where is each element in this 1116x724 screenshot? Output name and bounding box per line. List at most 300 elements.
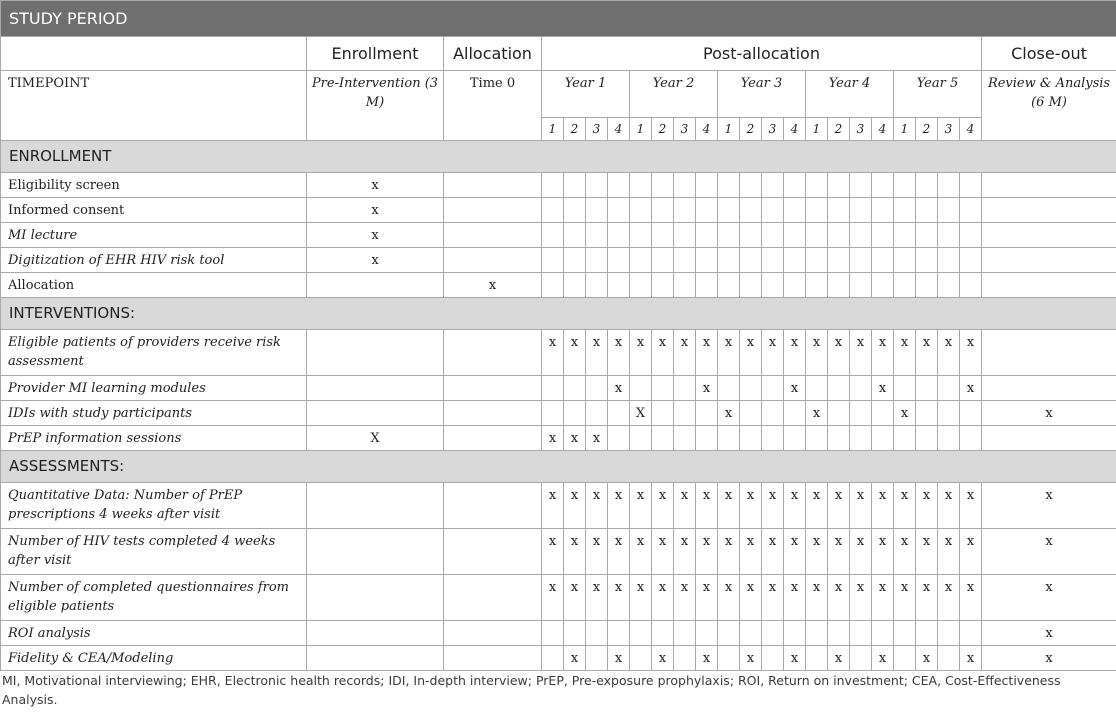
activity-label: Number of HIV tests completed 4 weeks after visit: [1, 529, 307, 575]
quarter-mark: [564, 198, 586, 223]
quarter-mark: [542, 401, 564, 426]
activity-label: Fidelity & CEA/Modeling: [1, 646, 307, 671]
quarter-mark: [828, 273, 850, 298]
close-out-mark: x: [982, 575, 1116, 621]
quarter-mark: [608, 173, 630, 198]
phase-allocation: Allocation: [444, 37, 542, 71]
quarter-mark: [762, 223, 784, 248]
timepoint-row: [1, 71, 1116, 118]
quarter-mark: [828, 621, 850, 646]
quarter-mark: x: [960, 330, 982, 376]
quarter-mark: [762, 248, 784, 273]
close-out-mark: [982, 248, 1116, 273]
close-out-mark: [982, 273, 1116, 298]
quarter-mark: x: [916, 529, 938, 575]
quarter-mark: [916, 376, 938, 401]
quarter-mark: x: [652, 529, 674, 575]
schedule-row: [1, 330, 1116, 376]
quarter-mark: x: [894, 401, 916, 426]
quarter-mark: [608, 426, 630, 451]
quarter-mark: x: [564, 646, 586, 671]
quarter-mark: [938, 273, 960, 298]
quarter-mark: [894, 426, 916, 451]
allocation-mark: [444, 173, 542, 198]
quarter-mark: x: [630, 529, 652, 575]
quarter-mark: x: [542, 330, 564, 376]
quarter-mark: [564, 223, 586, 248]
quarter-mark: [938, 198, 960, 223]
activity-label: Quantitative Data: Number of PrEP prescriptions 4 weeks after visit: [1, 483, 307, 529]
activity-label: PrEP information sessions: [1, 426, 307, 451]
enrollment-mark: [307, 483, 444, 529]
quarter-mark: [850, 173, 872, 198]
quarter-mark: [762, 621, 784, 646]
quarter-mark: [652, 376, 674, 401]
quarter-mark: [960, 173, 982, 198]
quarter-mark: x: [872, 575, 894, 621]
close-out-mark: [982, 223, 1116, 248]
quarter-mark: x: [740, 646, 762, 671]
quarter-mark: x: [894, 575, 916, 621]
quarter-number: 4: [872, 118, 894, 141]
quarter-number: 2: [916, 118, 938, 141]
quarter-mark: [718, 621, 740, 646]
allocation-mark: [444, 646, 542, 671]
quarter-mark: [806, 248, 828, 273]
quarter-mark: [806, 273, 828, 298]
quarter-mark: x: [960, 483, 982, 529]
quarter-mark: [894, 173, 916, 198]
quarter-mark: x: [762, 529, 784, 575]
activity-label: Digitization of EHR HIV risk tool: [1, 248, 307, 273]
schedule-row: [1, 426, 1116, 451]
quarter-mark: [542, 621, 564, 646]
quarter-mark: [850, 198, 872, 223]
quarter-mark: x: [608, 376, 630, 401]
quarter-mark: x: [828, 646, 850, 671]
quarter-mark: [850, 401, 872, 426]
quarter-mark: [916, 198, 938, 223]
time-zero-label: Time 0: [444, 71, 542, 141]
quarter-mark: [586, 621, 608, 646]
quarter-mark: [806, 646, 828, 671]
close-out-mark: x: [982, 483, 1116, 529]
section-header-row: [1, 298, 1116, 330]
quarter-mark: [586, 198, 608, 223]
quarter-mark: [652, 426, 674, 451]
quarter-mark: [806, 376, 828, 401]
quarter-mark: x: [762, 330, 784, 376]
allocation-mark: [444, 575, 542, 621]
quarter-mark: [784, 401, 806, 426]
study-period-row: [1, 1, 1116, 37]
quarter-mark: x: [806, 575, 828, 621]
quarter-mark: x: [872, 646, 894, 671]
quarter-mark: x: [872, 330, 894, 376]
quarter-number: 1: [630, 118, 652, 141]
quarter-mark: [674, 621, 696, 646]
quarter-mark: [586, 223, 608, 248]
quarter-mark: [872, 401, 894, 426]
quarter-mark: [630, 248, 652, 273]
quarter-mark: [586, 173, 608, 198]
quarter-mark: [894, 223, 916, 248]
schedule-row: [1, 248, 1116, 273]
quarter-mark: [806, 198, 828, 223]
quarter-mark: [762, 426, 784, 451]
enrollment-mark: [307, 621, 444, 646]
quarter-mark: [784, 273, 806, 298]
quarter-mark: [696, 198, 718, 223]
quarter-mark: [938, 646, 960, 671]
quarter-mark: x: [696, 646, 718, 671]
section-title: INTERVENTIONS:: [1, 298, 1116, 330]
quarter-mark: x: [718, 330, 740, 376]
schedule-row: [1, 401, 1116, 426]
quarter-mark: [564, 273, 586, 298]
close-out-mark: [982, 426, 1116, 451]
quarter-mark: [586, 376, 608, 401]
quarter-mark: [696, 426, 718, 451]
quarter-mark: x: [630, 483, 652, 529]
quarter-mark: [740, 426, 762, 451]
quarter-mark: [652, 198, 674, 223]
quarter-mark: [828, 198, 850, 223]
quarter-mark: [850, 376, 872, 401]
review-analysis-label: Review & Analysis (6 M): [982, 71, 1116, 141]
quarter-mark: [784, 198, 806, 223]
quarter-mark: [652, 621, 674, 646]
quarter-mark: x: [586, 330, 608, 376]
activity-label: Eligibility screen: [1, 173, 307, 198]
quarter-mark: [608, 198, 630, 223]
quarter-mark: [740, 248, 762, 273]
quarter-mark: x: [762, 575, 784, 621]
phase-header-row: [1, 37, 1116, 71]
quarter-mark: [960, 223, 982, 248]
close-out-mark: [982, 173, 1116, 198]
quarter-mark: x: [718, 483, 740, 529]
quarter-mark: [916, 223, 938, 248]
quarter-mark: [630, 376, 652, 401]
quarter-mark: x: [828, 483, 850, 529]
quarter-mark: [762, 376, 784, 401]
activity-label: Informed consent: [1, 198, 307, 223]
quarter-mark: x: [696, 483, 718, 529]
enrollment-mark: x: [307, 198, 444, 223]
phase-blank-cell: [1, 37, 307, 71]
quarter-mark: x: [916, 575, 938, 621]
quarter-mark: [872, 173, 894, 198]
quarter-mark: x: [938, 330, 960, 376]
quarter-mark: [916, 173, 938, 198]
quarter-mark: [718, 223, 740, 248]
quarter-mark: [872, 248, 894, 273]
phase-post-allocation: Post-allocation: [542, 37, 982, 71]
quarter-mark: x: [608, 646, 630, 671]
allocation-mark: [444, 426, 542, 451]
quarter-mark: [542, 198, 564, 223]
quarter-number: 4: [696, 118, 718, 141]
quarter-number: 3: [938, 118, 960, 141]
quarter-mark: [850, 273, 872, 298]
allocation-mark: [444, 248, 542, 273]
quarter-mark: [762, 646, 784, 671]
quarter-mark: [828, 426, 850, 451]
quarter-mark: x: [740, 330, 762, 376]
quarter-mark: [674, 401, 696, 426]
quarter-mark: x: [762, 483, 784, 529]
quarter-mark: x: [784, 330, 806, 376]
quarter-mark: x: [850, 529, 872, 575]
quarter-mark: [564, 621, 586, 646]
quarter-mark: x: [542, 529, 564, 575]
quarter-number: 4: [608, 118, 630, 141]
allocation-mark: [444, 483, 542, 529]
allocation-mark: [444, 376, 542, 401]
quarter-mark: [850, 646, 872, 671]
quarter-mark: x: [674, 330, 696, 376]
quarter-number: 3: [850, 118, 872, 141]
quarter-mark: x: [608, 483, 630, 529]
quarter-mark: x: [696, 330, 718, 376]
quarter-mark: x: [960, 575, 982, 621]
quarter-mark: [652, 273, 674, 298]
quarter-number: 1: [894, 118, 916, 141]
quarter-mark: x: [828, 529, 850, 575]
quarter-mark: x: [674, 575, 696, 621]
allocation-mark: [444, 198, 542, 223]
enrollment-mark: [307, 376, 444, 401]
quarter-mark: [872, 273, 894, 298]
quarter-mark: [762, 198, 784, 223]
year-header-4: Year 4: [806, 71, 894, 118]
quarter-mark: x: [960, 529, 982, 575]
quarter-mark: x: [586, 575, 608, 621]
quarter-mark: [630, 173, 652, 198]
quarter-mark: [784, 248, 806, 273]
quarter-mark: [916, 401, 938, 426]
quarter-mark: [740, 376, 762, 401]
quarter-mark: [828, 223, 850, 248]
quarter-mark: x: [850, 575, 872, 621]
quarter-mark: [718, 376, 740, 401]
quarter-mark: x: [938, 575, 960, 621]
quarter-mark: X: [630, 401, 652, 426]
close-out-mark: x: [982, 529, 1116, 575]
quarter-mark: x: [542, 483, 564, 529]
phase-enrollment: Enrollment: [307, 37, 444, 71]
quarter-mark: [674, 376, 696, 401]
quarter-mark: [652, 173, 674, 198]
quarter-mark: [542, 248, 564, 273]
quarter-mark: x: [542, 426, 564, 451]
quarter-number: 3: [674, 118, 696, 141]
quarter-mark: [674, 223, 696, 248]
quarter-mark: [674, 173, 696, 198]
quarter-mark: x: [608, 575, 630, 621]
activity-label: ROI analysis: [1, 621, 307, 646]
quarter-mark: [960, 426, 982, 451]
quarter-mark: x: [564, 529, 586, 575]
quarter-mark: [652, 248, 674, 273]
study-period-header: STUDY PERIOD: [1, 1, 1116, 37]
activity-label: Number of completed questionnaires from eligible patients: [1, 575, 307, 621]
quarter-mark: [806, 426, 828, 451]
quarter-mark: [850, 621, 872, 646]
quarter-mark: [696, 248, 718, 273]
quarter-mark: [608, 223, 630, 248]
enrollment-mark: [307, 575, 444, 621]
activity-label: Allocation: [1, 273, 307, 298]
quarter-mark: x: [564, 483, 586, 529]
quarter-mark: x: [784, 376, 806, 401]
quarter-mark: x: [806, 529, 828, 575]
quarter-mark: x: [696, 529, 718, 575]
quarter-mark: [696, 401, 718, 426]
quarter-mark: [740, 173, 762, 198]
quarter-mark: [608, 248, 630, 273]
quarter-mark: [960, 248, 982, 273]
enrollment-mark: x: [307, 223, 444, 248]
quarter-mark: x: [586, 529, 608, 575]
section-header-row: [1, 451, 1116, 483]
quarter-mark: [652, 223, 674, 248]
quarter-mark: x: [718, 575, 740, 621]
quarter-mark: [938, 173, 960, 198]
quarter-mark: x: [960, 376, 982, 401]
quarter-mark: [938, 223, 960, 248]
quarter-mark: [696, 173, 718, 198]
year-header-2: Year 2: [630, 71, 718, 118]
section-title: ENROLLMENT: [1, 141, 1116, 173]
quarter-mark: x: [652, 646, 674, 671]
quarter-mark: [938, 426, 960, 451]
close-out-mark: [982, 376, 1116, 401]
quarter-mark: x: [784, 646, 806, 671]
quarter-mark: x: [894, 330, 916, 376]
quarter-mark: x: [960, 646, 982, 671]
quarter-mark: [872, 198, 894, 223]
quarter-number: 1: [718, 118, 740, 141]
schedule-row: [1, 376, 1116, 401]
allocation-mark: [444, 223, 542, 248]
quarter-mark: [630, 198, 652, 223]
quarter-mark: x: [916, 330, 938, 376]
quarter-mark: [564, 401, 586, 426]
quarter-mark: [542, 223, 564, 248]
quarter-mark: x: [784, 575, 806, 621]
schedule-row: [1, 223, 1116, 248]
quarter-mark: [938, 621, 960, 646]
quarter-mark: [762, 401, 784, 426]
close-out-mark: x: [982, 646, 1116, 671]
quarter-mark: [586, 646, 608, 671]
quarter-mark: [608, 401, 630, 426]
quarter-mark: x: [872, 376, 894, 401]
quarter-mark: x: [652, 483, 674, 529]
quarter-mark: [960, 621, 982, 646]
quarter-mark: x: [784, 483, 806, 529]
allocation-mark: x: [444, 273, 542, 298]
quarter-number: 3: [762, 118, 784, 141]
quarter-mark: [674, 273, 696, 298]
quarter-mark: [586, 273, 608, 298]
quarter-mark: [938, 376, 960, 401]
quarter-mark: [784, 621, 806, 646]
quarter-mark: x: [564, 330, 586, 376]
quarter-mark: x: [564, 575, 586, 621]
year-header-5: Year 5: [894, 71, 982, 118]
quarter-mark: x: [608, 529, 630, 575]
enrollment-mark: x: [307, 173, 444, 198]
quarter-mark: [586, 401, 608, 426]
quarter-mark: [828, 401, 850, 426]
quarter-mark: [718, 646, 740, 671]
allocation-mark: [444, 621, 542, 646]
quarter-mark: [542, 273, 564, 298]
quarter-mark: x: [850, 330, 872, 376]
enrollment-mark: [307, 646, 444, 671]
quarter-mark: [938, 401, 960, 426]
quarter-mark: x: [894, 529, 916, 575]
quarter-mark: [850, 223, 872, 248]
allocation-mark: [444, 529, 542, 575]
quarter-number: 4: [784, 118, 806, 141]
quarter-mark: x: [696, 376, 718, 401]
quarter-mark: x: [828, 575, 850, 621]
quarter-mark: [806, 621, 828, 646]
quarter-mark: [630, 223, 652, 248]
quarter-mark: [828, 248, 850, 273]
activity-label: MI lecture: [1, 223, 307, 248]
quarter-mark: [630, 646, 652, 671]
quarter-mark: [784, 426, 806, 451]
quarter-mark: [674, 426, 696, 451]
quarter-mark: x: [740, 529, 762, 575]
quarter-mark: x: [740, 575, 762, 621]
quarter-mark: [872, 621, 894, 646]
quarter-mark: [894, 273, 916, 298]
schedule-row: [1, 483, 1116, 529]
quarter-number: 3: [586, 118, 608, 141]
quarter-mark: [916, 273, 938, 298]
quarter-mark: [740, 621, 762, 646]
quarter-mark: [564, 376, 586, 401]
quarter-mark: [718, 198, 740, 223]
quarter-mark: [542, 376, 564, 401]
quarter-mark: [894, 198, 916, 223]
quarter-mark: [564, 173, 586, 198]
pre-intervention-label: Pre-Intervention (3 M): [307, 71, 444, 141]
quarter-mark: [542, 646, 564, 671]
quarter-mark: x: [542, 575, 564, 621]
quarter-mark: [850, 248, 872, 273]
quarter-mark: [674, 646, 696, 671]
quarter-mark: x: [740, 483, 762, 529]
quarter-mark: [718, 426, 740, 451]
quarter-mark: [762, 173, 784, 198]
quarter-mark: [740, 223, 762, 248]
quarter-mark: [916, 426, 938, 451]
activity-label: Eligible patients of providers receive risk assessment: [1, 330, 307, 376]
allocation-mark: [444, 330, 542, 376]
quarter-mark: [894, 376, 916, 401]
quarter-mark: [806, 173, 828, 198]
quarter-mark: [696, 223, 718, 248]
quarter-mark: [740, 198, 762, 223]
quarter-mark: [894, 621, 916, 646]
